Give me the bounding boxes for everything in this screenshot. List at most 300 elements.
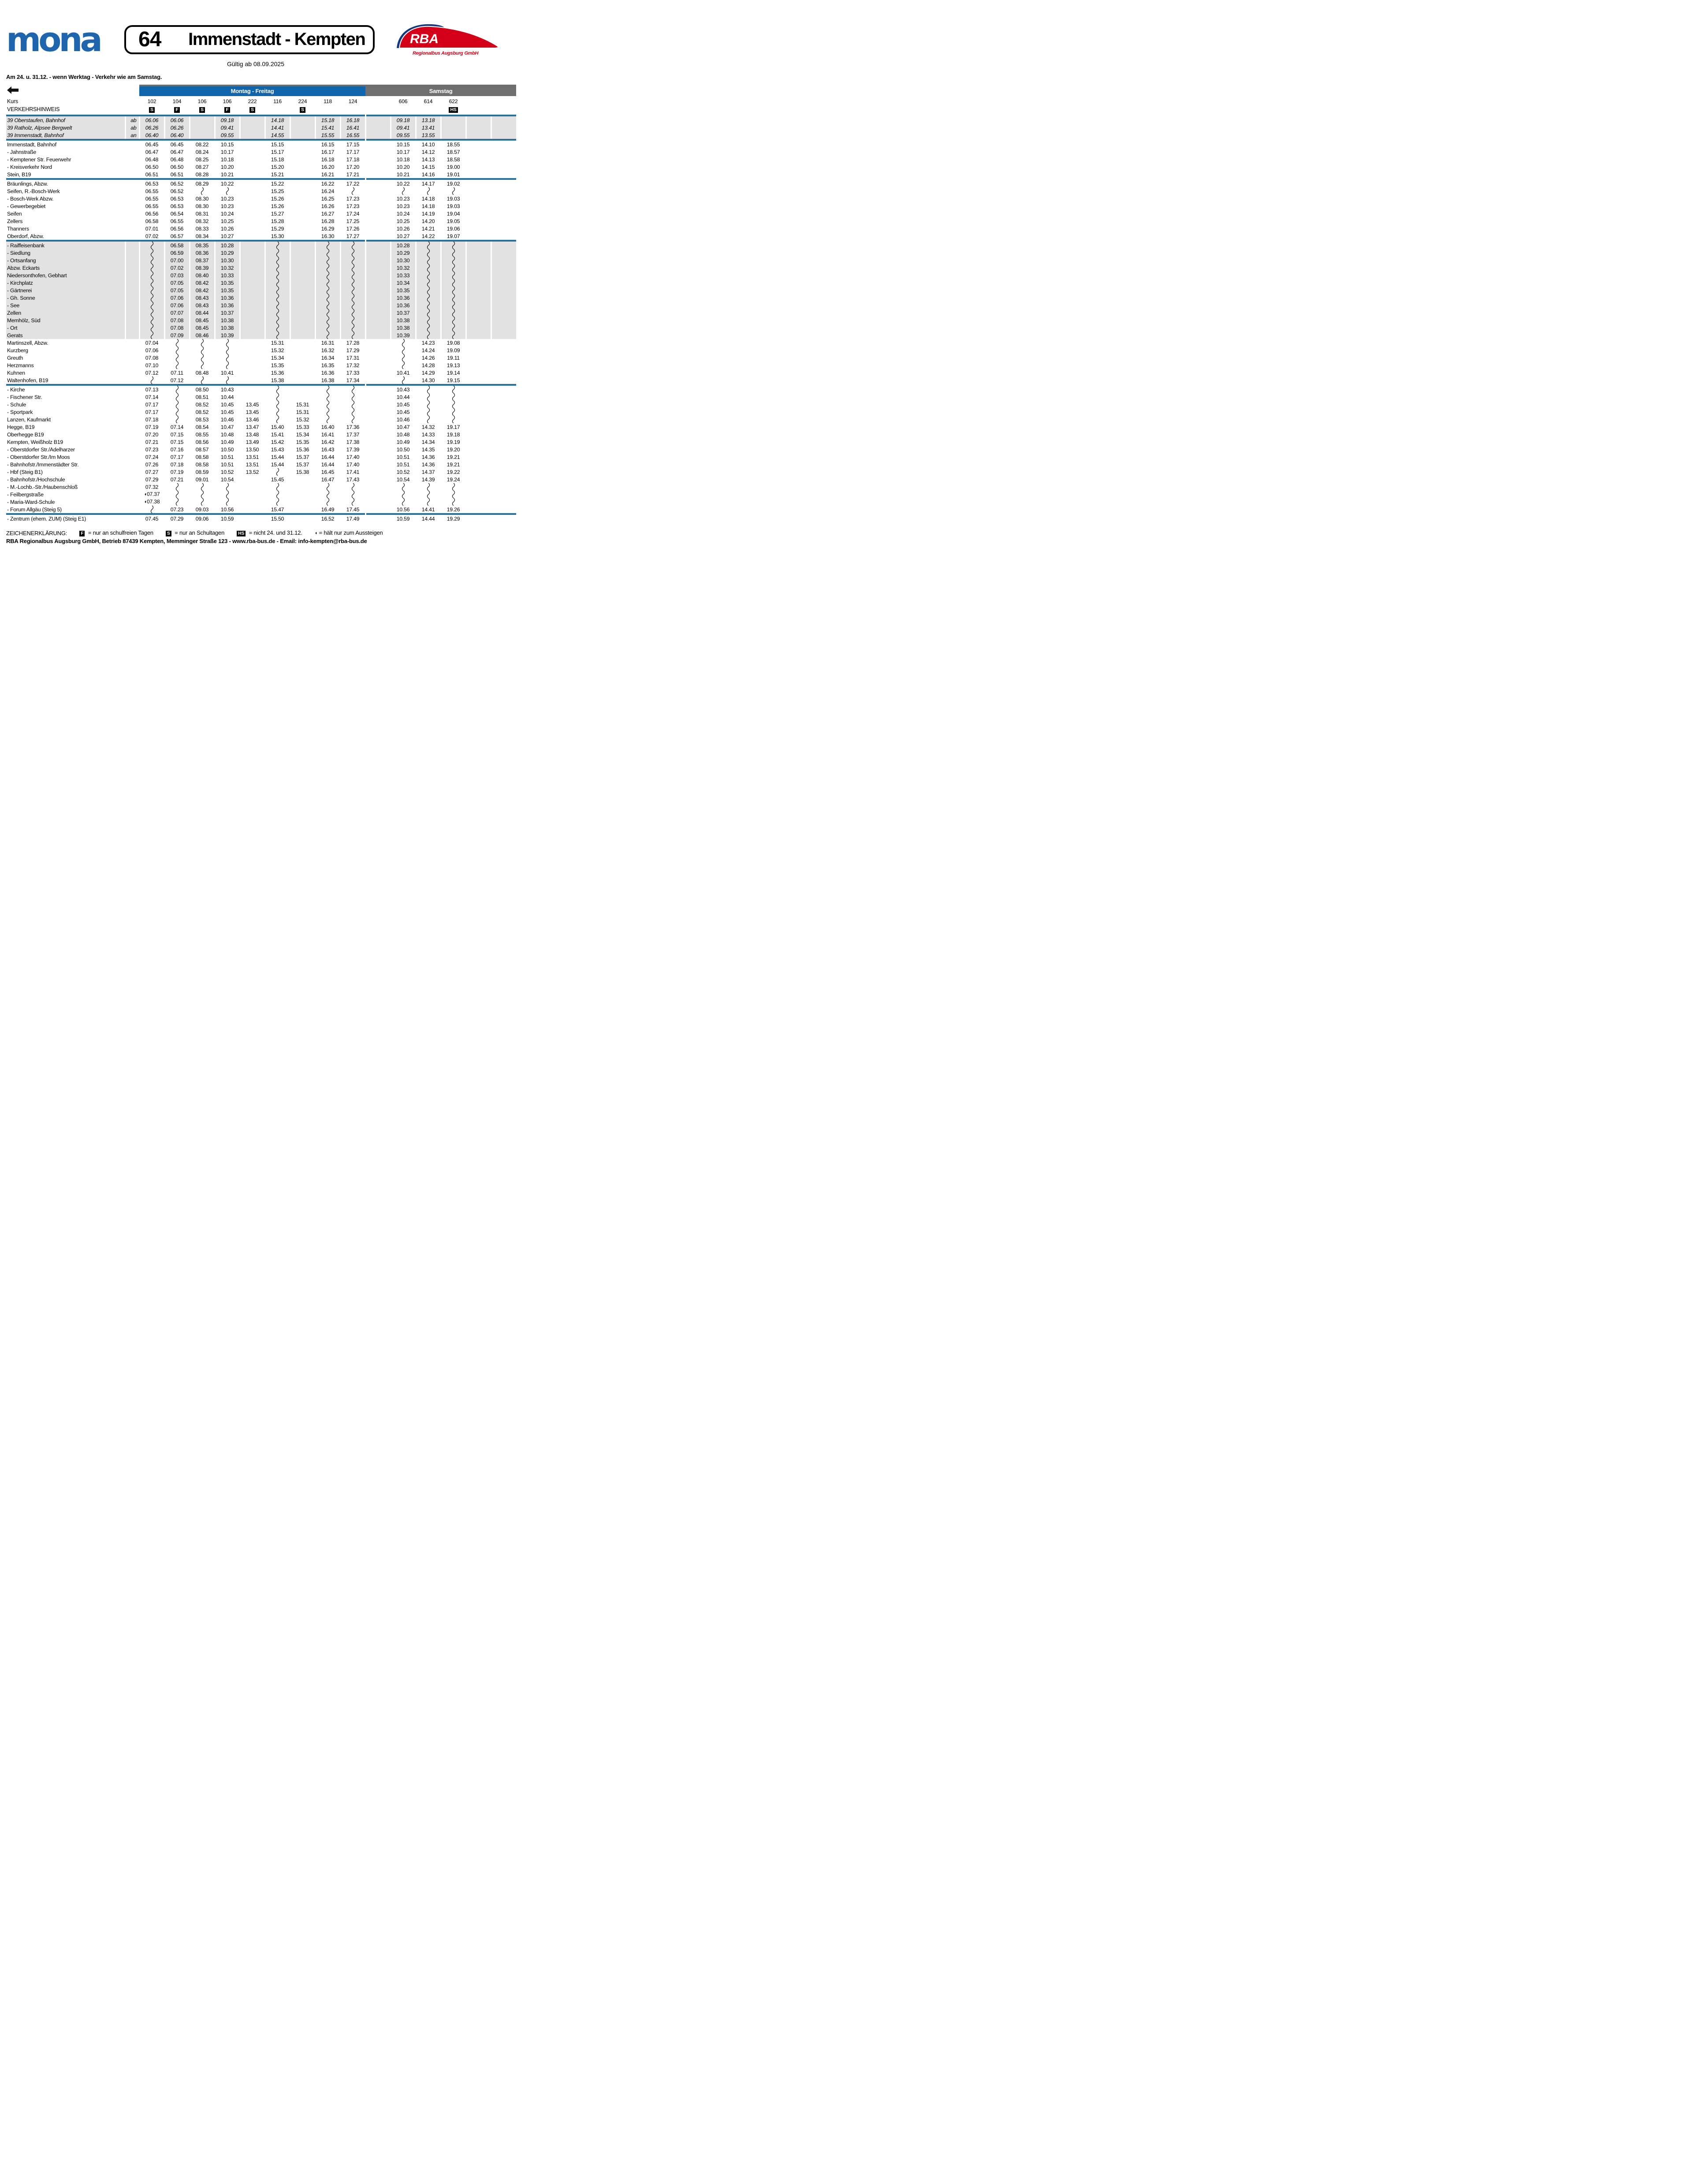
time-cell xyxy=(491,461,516,468)
skip-squiggle-icon xyxy=(275,324,280,331)
time-cell xyxy=(491,232,516,240)
time-cell xyxy=(139,302,164,309)
skip-squiggle-icon xyxy=(426,272,431,279)
time-cell: 08.30 xyxy=(195,203,209,209)
time-cell xyxy=(365,483,391,491)
time-cell: 16.52 xyxy=(321,515,335,522)
time-cell xyxy=(164,339,190,346)
time-cell xyxy=(190,346,215,354)
time-cell xyxy=(240,287,265,294)
course-number xyxy=(365,96,391,105)
time-cell: 14.22 xyxy=(421,233,435,239)
time-cell xyxy=(416,408,441,416)
time-cell xyxy=(190,361,215,369)
time-cell xyxy=(365,225,391,232)
time-cell: 06.26 xyxy=(139,124,164,131)
time-cell: 06.53 xyxy=(145,180,159,187)
stop-name: Waltenhofen, B19 xyxy=(7,377,48,384)
time-cell: 08.24 xyxy=(195,149,209,155)
time-cell: 06.57 xyxy=(170,233,184,239)
course-symbol xyxy=(240,105,265,115)
arrival-departure-mark xyxy=(125,232,139,240)
time-cell: 06.58 xyxy=(164,242,190,249)
time-cell xyxy=(290,202,315,210)
time-cell: 15.55 xyxy=(315,131,340,139)
time-cell: 18.55 xyxy=(447,141,460,148)
time-cell: 17.15 xyxy=(346,141,360,148)
skip-squiggle-icon xyxy=(150,272,154,279)
time-cell: 17.34 xyxy=(346,377,360,384)
stop-name: - Gärtnerei xyxy=(6,287,125,294)
time-cell xyxy=(441,287,466,294)
time-cell: 07.14 xyxy=(170,424,184,430)
time-cell: 08.58 xyxy=(195,454,209,460)
time-cell xyxy=(491,438,516,446)
skip-squiggle-icon xyxy=(326,242,330,249)
skip-squiggle-icon xyxy=(426,287,431,294)
time-cell xyxy=(190,116,215,124)
traffic-note-badge: S xyxy=(166,531,171,536)
time-cell xyxy=(491,476,516,483)
time-cell: 10.23 xyxy=(220,203,234,209)
table-row xyxy=(6,476,516,483)
table-row xyxy=(6,257,516,264)
time-cell xyxy=(290,361,315,369)
time-cell: 16.35 xyxy=(321,362,335,369)
skip-squiggle-icon xyxy=(326,302,330,309)
time-cell: 10.23 xyxy=(396,195,410,202)
time-cell xyxy=(240,317,265,324)
time-cell: 14.16 xyxy=(421,171,435,178)
time-cell xyxy=(340,416,365,423)
time-cell xyxy=(265,272,290,279)
time-cell xyxy=(466,506,491,513)
time-cell: 15.31 xyxy=(271,339,284,346)
time-cell xyxy=(441,116,466,124)
time-cell xyxy=(491,483,516,491)
time-cell xyxy=(466,431,491,438)
time-cell xyxy=(491,195,516,202)
time-cell xyxy=(365,180,391,187)
time-cell xyxy=(491,202,516,210)
table-row xyxy=(6,416,516,423)
skip-squiggle-icon xyxy=(175,339,179,346)
time-cell: 06.55 xyxy=(145,188,159,194)
time-cell xyxy=(240,272,265,279)
time-cell xyxy=(240,195,265,202)
time-cell xyxy=(340,279,365,287)
time-cell: 06.58 xyxy=(145,218,159,224)
time-cell xyxy=(466,225,491,232)
time-cell xyxy=(290,476,315,483)
time-cell: 15.34 xyxy=(271,354,284,361)
legend-item: S = nur an Schultagen xyxy=(166,529,224,536)
arrival-departure-mark xyxy=(125,331,139,339)
time-cell xyxy=(466,376,491,384)
time-cell xyxy=(340,302,365,309)
time-cell: 16.21 xyxy=(321,171,335,178)
time-cell: 10.25 xyxy=(396,218,410,224)
time-cell: 06.54 xyxy=(170,210,184,217)
skip-squiggle-icon xyxy=(326,309,330,317)
time-cell xyxy=(164,416,190,423)
time-cell xyxy=(441,331,466,339)
time-cell: 09.18 xyxy=(215,116,240,124)
time-cell xyxy=(466,461,491,468)
time-cell: 07.19 xyxy=(170,469,184,475)
time-cell: 19.29 xyxy=(447,515,460,522)
skip-squiggle-icon xyxy=(451,408,456,416)
time-cell xyxy=(190,498,215,506)
time-cell xyxy=(466,386,491,393)
stop-name: Thanners xyxy=(7,225,29,232)
table-row xyxy=(6,393,516,401)
table-row xyxy=(6,431,516,438)
time-cell: 19.11 xyxy=(447,354,460,361)
skip-squiggle-icon xyxy=(175,386,179,393)
time-cell: 15.43 xyxy=(271,446,284,453)
stop-name: Memhölz, Süd xyxy=(6,317,125,324)
stop-name: - Gh. Sonne xyxy=(6,294,125,302)
time-cell xyxy=(215,187,240,195)
time-cell: 15.26 xyxy=(271,195,284,202)
course-symbol xyxy=(190,105,215,115)
time-cell: 10.52 xyxy=(396,469,410,475)
time-cell xyxy=(265,498,290,506)
time-cell: 10.48 xyxy=(396,431,410,438)
skip-squiggle-icon xyxy=(451,279,456,287)
time-cell xyxy=(164,346,190,354)
time-cell xyxy=(240,124,265,131)
skip-squiggle-icon xyxy=(451,317,456,324)
time-cell: 15.32 xyxy=(296,416,309,423)
table-row xyxy=(6,331,516,339)
time-cell xyxy=(466,408,491,416)
time-cell xyxy=(290,171,315,178)
time-cell xyxy=(416,317,441,324)
skip-squiggle-icon xyxy=(225,346,230,354)
time-cell: 19.01 xyxy=(447,171,460,178)
time-cell: 06.53 xyxy=(170,203,184,209)
time-cell xyxy=(290,491,315,498)
time-cell: 16.45 xyxy=(321,469,335,475)
time-cell: 07.24 xyxy=(145,454,159,460)
time-cell: 15.26 xyxy=(271,203,284,209)
time-cell: 15.29 xyxy=(271,225,284,232)
time-cell xyxy=(290,506,315,513)
skip-squiggle-icon xyxy=(326,491,330,498)
time-cell: 08.32 xyxy=(195,218,209,224)
time-cell xyxy=(491,171,516,178)
course-number: 606 xyxy=(398,98,408,104)
time-cell: 10.56 xyxy=(396,506,410,513)
time-cell xyxy=(365,217,391,225)
time-cell: 15.34 xyxy=(296,431,309,438)
time-cell: 07.08 xyxy=(164,317,190,324)
skip-squiggle-icon xyxy=(326,393,330,401)
time-cell xyxy=(290,124,315,131)
time-cell xyxy=(240,361,265,369)
stop-name: - Bahnhofstr./Immenstädter Str. xyxy=(7,461,79,468)
time-cell xyxy=(491,272,516,279)
time-cell xyxy=(365,294,391,302)
skip-squiggle-icon xyxy=(451,393,456,401)
time-cell: 06.56 xyxy=(170,225,184,232)
time-cell xyxy=(466,438,491,446)
stop-name: Zellen xyxy=(6,309,125,317)
operator-footer: RBA Regionalbus Augsburg GmbH, Betrieb 87439 Kempten, Memminger Straße 123 - www.rba-bus.de - Email: info-kempten@rba-bus.de xyxy=(6,538,367,544)
time-cell: 17.38 xyxy=(346,439,360,445)
skip-squiggle-icon xyxy=(175,393,179,401)
time-cell xyxy=(315,294,340,302)
traffic-note-row xyxy=(6,105,516,115)
skip-squiggle-icon xyxy=(451,401,456,408)
time-cell xyxy=(466,171,491,178)
skip-squiggle-icon xyxy=(200,498,205,506)
course-number xyxy=(491,96,516,105)
skip-squiggle-icon xyxy=(451,483,456,491)
time-cell xyxy=(315,242,340,249)
table-row xyxy=(6,423,516,431)
time-cell: 15.35 xyxy=(271,362,284,369)
skip-squiggle-icon xyxy=(426,324,431,331)
time-cell xyxy=(265,249,290,257)
time-cell xyxy=(139,294,164,302)
time-cell: 16.41 xyxy=(340,124,365,131)
time-cell xyxy=(441,249,466,257)
time-cell xyxy=(290,156,315,163)
time-cell: 06.47 xyxy=(170,149,184,155)
time-cell xyxy=(365,369,391,376)
skip-squiggle-icon xyxy=(200,187,205,195)
arrival-departure-mark xyxy=(125,302,139,309)
time-cell: 07.12 xyxy=(145,369,159,376)
time-cell xyxy=(265,491,290,498)
time-cell: 10.43 xyxy=(220,386,234,393)
time-cell: 13.52 xyxy=(246,469,259,475)
time-cell xyxy=(340,408,365,416)
time-cell: 07.02 xyxy=(145,233,159,239)
skip-squiggle-icon xyxy=(351,317,355,324)
time-cell xyxy=(466,210,491,217)
time-cell xyxy=(416,491,441,498)
time-cell: 18.58 xyxy=(447,156,460,163)
time-cell xyxy=(441,491,466,498)
exit-only-icon: ◖ xyxy=(144,492,147,497)
time-cell: 07.05 xyxy=(164,287,190,294)
time-cell xyxy=(290,131,315,139)
skip-squiggle-icon xyxy=(175,416,179,423)
time-cell xyxy=(491,416,516,423)
time-cell xyxy=(315,257,340,264)
time-cell xyxy=(491,369,516,376)
time-cell xyxy=(466,257,491,264)
time-cell: 16.27 xyxy=(321,210,335,217)
time-cell xyxy=(416,279,441,287)
skip-squiggle-icon xyxy=(451,242,456,249)
skip-squiggle-icon xyxy=(326,331,330,339)
skip-squiggle-icon xyxy=(275,408,280,416)
time-cell: 06.06 xyxy=(164,116,190,124)
time-cell xyxy=(365,317,391,324)
time-cell: 09.55 xyxy=(391,131,416,139)
time-cell xyxy=(139,287,164,294)
time-cell: 10.22 xyxy=(220,180,234,187)
time-cell xyxy=(466,369,491,376)
legend-item: HS = nicht 24. und 31.12. xyxy=(237,529,302,536)
time-cell: 19.02 xyxy=(447,180,460,187)
stop-name: Lanzen, Kaufmarkt xyxy=(7,416,51,423)
time-cell xyxy=(391,483,416,491)
skip-squiggle-icon xyxy=(326,257,330,264)
arrival-departure-mark xyxy=(125,242,139,249)
time-cell xyxy=(491,309,516,317)
time-cell xyxy=(139,506,164,513)
time-cell: 19.20 xyxy=(447,446,460,453)
time-cell xyxy=(265,294,290,302)
time-cell: ◖07.37 xyxy=(144,491,160,498)
time-cell xyxy=(190,483,215,491)
course-symbol xyxy=(491,105,516,115)
time-cell xyxy=(315,416,340,423)
time-cell xyxy=(290,264,315,272)
time-cell: 10.51 xyxy=(220,454,234,460)
skip-squiggle-icon xyxy=(150,317,154,324)
table-row xyxy=(6,272,516,279)
time-cell xyxy=(391,339,416,346)
skip-squiggle-icon xyxy=(225,354,230,361)
time-cell xyxy=(340,309,365,317)
time-cell xyxy=(340,324,365,331)
arrival-departure-mark xyxy=(125,491,139,498)
time-cell: 10.21 xyxy=(220,171,234,178)
time-cell xyxy=(491,249,516,257)
skip-squiggle-icon xyxy=(275,287,280,294)
skip-squiggle-icon xyxy=(275,279,280,287)
time-cell: 16.38 xyxy=(321,377,335,384)
time-cell xyxy=(491,515,516,522)
time-cell: 07.16 xyxy=(170,446,184,453)
skip-squiggle-icon xyxy=(426,302,431,309)
time-cell xyxy=(240,232,265,240)
time-cell xyxy=(365,376,391,384)
course-symbol xyxy=(315,105,340,115)
time-cell: 08.39 xyxy=(190,264,215,272)
time-cell xyxy=(240,180,265,187)
arrival-departure-mark: ab xyxy=(125,116,139,124)
time-cell: 07.27 xyxy=(145,469,159,475)
time-cell: 10.37 xyxy=(391,309,416,317)
time-cell xyxy=(491,339,516,346)
time-cell: 07.29 xyxy=(170,515,184,522)
time-cell xyxy=(466,476,491,483)
time-cell: 08.29 xyxy=(195,180,209,187)
time-cell: 17.27 xyxy=(346,233,360,239)
time-cell xyxy=(491,287,516,294)
time-cell xyxy=(491,361,516,369)
time-cell xyxy=(416,187,441,195)
time-cell: 15.17 xyxy=(271,149,284,155)
time-cell: 10.15 xyxy=(396,141,410,148)
time-cell xyxy=(215,354,240,361)
time-cell xyxy=(365,423,391,431)
skip-squiggle-icon xyxy=(401,491,406,498)
skip-squiggle-icon xyxy=(426,242,431,249)
time-cell xyxy=(491,491,516,498)
stop-name: Immenstadt, Bahnhof xyxy=(7,141,57,148)
time-cell xyxy=(365,408,391,416)
time-cell xyxy=(164,354,190,361)
arrival-departure-mark xyxy=(125,141,139,148)
time-cell: 10.36 xyxy=(391,294,416,302)
time-cell xyxy=(139,257,164,264)
time-cell: 08.42 xyxy=(190,279,215,287)
time-cell: 14.35 xyxy=(421,446,435,453)
time-cell: 14.41 xyxy=(421,506,435,513)
time-cell: 13.51 xyxy=(246,461,259,468)
time-cell xyxy=(290,257,315,264)
verkehrshinweis-label: VERKEHRSHINWEIS xyxy=(7,106,60,112)
table-row xyxy=(6,287,516,294)
table-row xyxy=(6,148,516,156)
skip-squiggle-icon xyxy=(275,491,280,498)
time-cell xyxy=(340,287,365,294)
time-cell xyxy=(290,210,315,217)
time-cell: 13.45 xyxy=(246,409,259,415)
time-cell xyxy=(441,131,466,139)
time-cell xyxy=(240,156,265,163)
skip-squiggle-icon xyxy=(275,294,280,302)
time-cell: 08.48 xyxy=(195,369,209,376)
time-cell: 16.34 xyxy=(321,354,335,361)
skip-squiggle-icon xyxy=(351,483,355,491)
time-cell xyxy=(466,354,491,361)
time-cell: 07.17 xyxy=(145,409,159,415)
time-cell xyxy=(240,249,265,257)
course-number: 124 xyxy=(348,98,357,104)
time-cell: 13.41 xyxy=(416,124,441,131)
time-cell: 17.40 xyxy=(346,454,360,460)
time-cell xyxy=(240,171,265,178)
time-cell xyxy=(365,438,391,446)
skip-squiggle-icon xyxy=(426,249,431,257)
skip-squiggle-icon xyxy=(326,264,330,272)
time-cell xyxy=(491,124,516,131)
arrival-departure-mark xyxy=(125,294,139,302)
time-cell: 17.32 xyxy=(346,362,360,369)
time-cell xyxy=(240,141,265,148)
time-cell xyxy=(215,339,240,346)
time-cell: 16.42 xyxy=(321,439,335,445)
time-cell: 08.53 xyxy=(195,416,209,423)
skip-squiggle-icon xyxy=(175,491,179,498)
time-cell: 14.20 xyxy=(421,218,435,224)
skip-squiggle-icon xyxy=(275,302,280,309)
time-cell xyxy=(491,294,516,302)
table-row xyxy=(6,124,516,131)
time-cell xyxy=(491,386,516,393)
time-cell: 16.49 xyxy=(321,506,335,513)
time-cell xyxy=(190,124,215,131)
time-cell: 07.26 xyxy=(145,461,159,468)
time-cell: 07.29 xyxy=(145,476,159,483)
stop-name: - Kemptener Str. Feuerwehr xyxy=(7,156,71,163)
time-cell: 08.22 xyxy=(195,141,209,148)
time-cell: 08.43 xyxy=(190,294,215,302)
time-cell xyxy=(340,393,365,401)
time-cell xyxy=(340,249,365,257)
time-cell xyxy=(240,376,265,384)
